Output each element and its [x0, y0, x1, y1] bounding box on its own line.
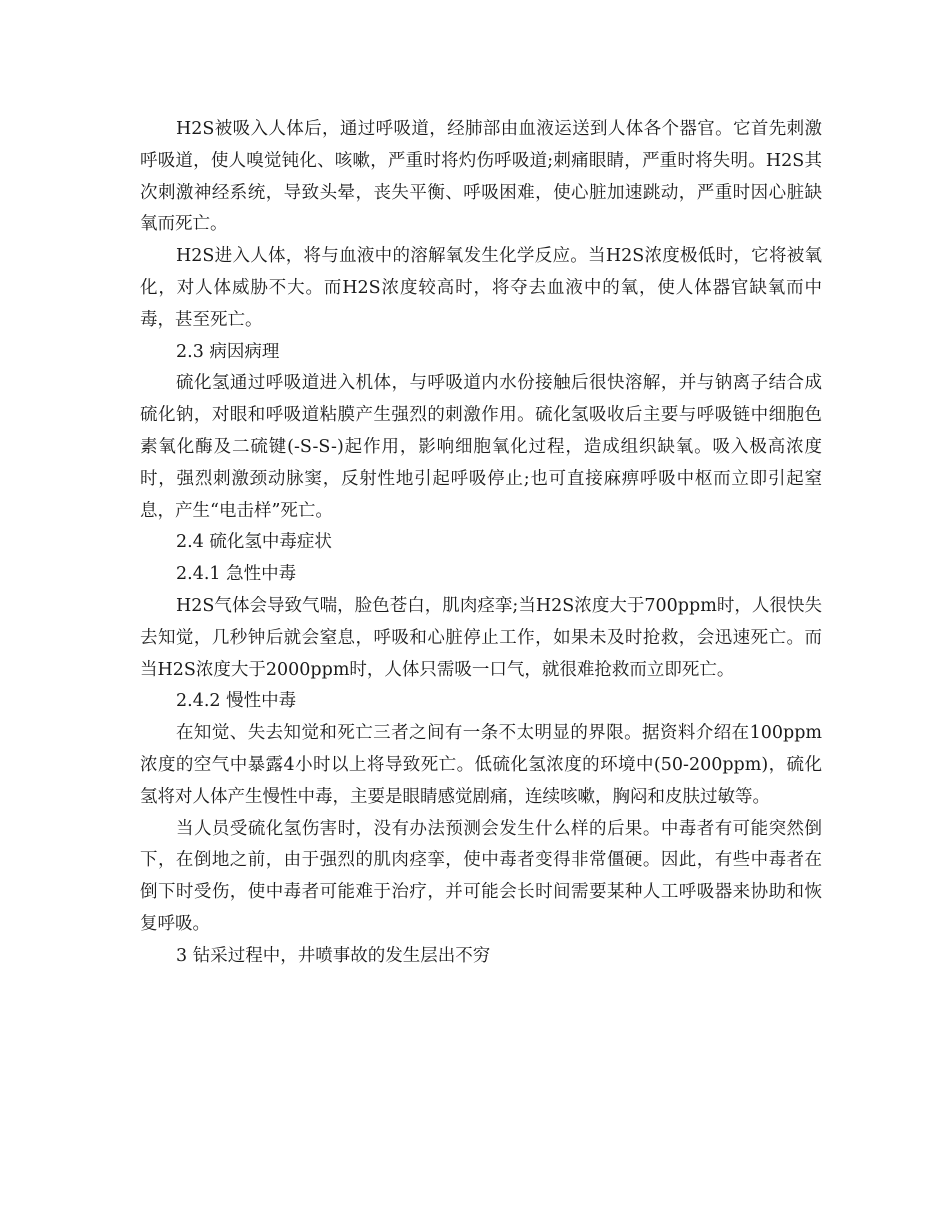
- paragraph-h2s-blood-reaction: H2S进入人体，将与血液中的溶解氧发生化学反应。当H2S浓度极低时，它将被氧化，对人体威胁不大。而H2S浓度较高时，将夺去血液中的氧，使人体器官缺氧而中毒，甚至死亡。: [140, 246, 822, 330]
- paragraph-injury-consequences: 当人员受硫化氢伤害时，没有办法预测会发生什么样的后果。中毒者有可能突然倒下，在倒地之前，由于强烈的肌肉痉挛，使中毒者变得非常僵硬。因此，有些中毒者在倒下时受伤，使中毒者可能难于治疗，并可能会长时间需要某种人工呼吸器来协助和恢复呼吸。: [140, 818, 822, 934]
- paragraph-pathology: 硫化氢通过呼吸道进入机体，与呼吸道内水份接触后很快溶解，并与钠离子结合成硫化钠，对眼和呼吸道粘膜产生强烈的刺激作用。硫化氢吸收后主要与呼吸链中细胞色素氧化酶及二硫键(-S-S-)起作用，影响细胞氧化过程，造成组织缺氧。吸入极高浓度时，强烈刺激颈动脉窦，反射性地引起呼吸停止;也可直接麻痹呼吸中枢而立即引起窒息，产生“电击样”死亡。: [140, 373, 822, 521]
- paragraph-h2s-inhalation: H2S被吸入人体后，通过呼吸道，经肺部由血液运送到人体各个器官。它首先刺激呼吸道，使人嗅觉钝化、咳嗽，严重时将灼伤呼吸道;刺痛眼睛，严重时将失明。H2S其次刺激神经系统，导致头晕，丧失平衡、呼吸困难，使心脏加速跳动，严重时因心脏缺氧而死亡。: [140, 119, 822, 235]
- section-heading-2-4: 2.4 硫化氢中毒症状: [176, 532, 332, 553]
- document-body: [140, 114, 822, 973]
- section-heading-3: 3 钻采过程中，井喷事故的发生层出不穷: [176, 945, 491, 966]
- section-heading-2-4-1: 2.4.1 急性中毒: [176, 564, 297, 585]
- paragraph-chronic-poisoning: 在知觉、失去知觉和死亡三者之间有一条不太明显的界限。据资料介绍在100ppm浓度的空气中暴露4小时以上将导致死亡。低硫化氢浓度的环境中(50-200ppm)，硫化氢将对人体产生慢性中毒，主要是眼睛感觉剧痛，连续咳嗽，胸闷和皮肤过敏等。: [140, 723, 822, 807]
- section-heading-2-4-2: 2.4.2 慢性中毒: [176, 691, 297, 712]
- section-heading-2-3: 2.3 病因病理: [176, 341, 280, 362]
- paragraph-acute-poisoning: H2S气体会导致气喘，脸色苍白，肌肉痉挛;当H2S浓度大于700ppm时，人很快失去知觉，几秒钟后就会窒息，呼吸和心脏停止工作，如果未及时抢救，会迅速死亡。而当H2S浓度大于2000ppm时，人体只需吸一口气，就很难抢救而立即死亡。: [140, 595, 822, 680]
